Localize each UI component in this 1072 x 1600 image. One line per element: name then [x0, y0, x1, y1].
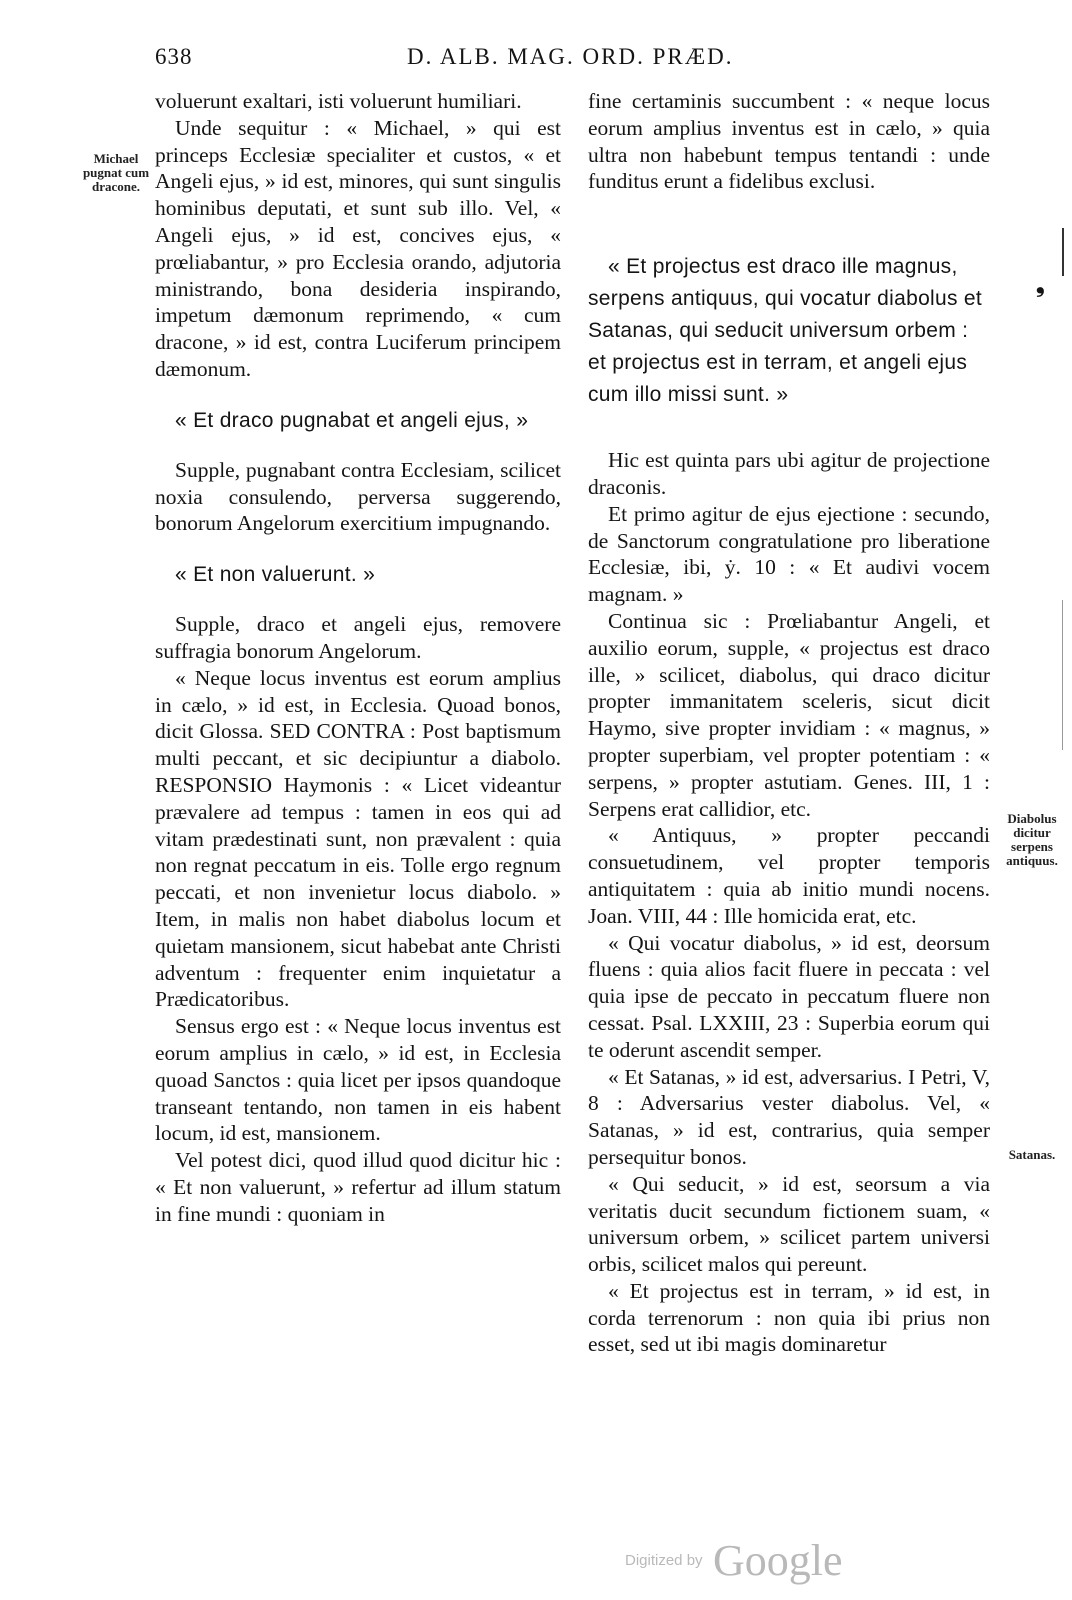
margin-note-diabolus: Diabolus dicitur serpens antiquus. — [1006, 811, 1058, 868]
right-paragraph-4: Continua sic : Prœliabantur Angeli, et auxilio eorum, supple, « projectus est draco ille, » scilicet, diabolus, qui draco dicitur propter immanitatem sceleris, sicut dicit Haymo, sive propter invidiam : « magnus, » propter superbiam, vel propter potentiam : « serpens, » propter astutiam. Genes. III, 1 : Serpens erat callidior, etc. — [588, 608, 990, 821]
left-paragraph-6: Sensus ergo est : « Neque locus inventus est eorum amplius in cælo, » id est, in Ecclesia quoad Sanctos : quia licet per ipsos quandoque transeant tentando, non tamen in eis habent locum, id est, mansionem. — [155, 1014, 561, 1146]
right-paragraph-3: Et primo agitur de ejus ejectione : secundo, de Sanctorum congratulatione pro liberatione Ecclesiæ, ibi, ẏ. 10 : « Et audivi vocem magnam. » — [588, 501, 990, 607]
right-paragraph-5: « Antiquus, » propter peccandi consuetudinem, vel propter temporis antiquitatem : quia ab initio mundi nocens. Joan. VIII, 44 : Ille homicida erat, etc. — [588, 823, 990, 928]
left-column — [155, 88, 561, 1227]
page-header — [155, 44, 970, 74]
left-paragraph-3: Supple, pugnabant contra Ecclesiam, scilicet noxia consulendo, perversa suggerendo, bonorum Angelorum exercitium impugnando. — [155, 457, 561, 536]
right-column — [588, 88, 990, 1358]
page-edge-line-lower — [1062, 600, 1063, 750]
right-paragraph-9: « Et projectus est in terram, » id est, in corda terrenorum : non quia ibi prius non esset, sed ut ibi magis dominaretur — [588, 1278, 990, 1357]
page-number: 638 — [155, 44, 193, 69]
margin-note-michael: Michael pugnat cum dracone. — [82, 151, 150, 194]
margin-note-satanas: Satanas. — [1008, 1147, 1056, 1162]
left-paragraph-1: voluerunt exaltari, isti voluerunt humiliari. — [155, 89, 522, 113]
left-paragraph-7: Vel potest dici, quod illud quod dicitur hic : « Et non valuerunt, » refertur ad illum statum in fine mundi : quoniam in — [155, 1148, 561, 1226]
right-paragraph-8: « Qui seducit, » id est, seorsum a via veritatis ducit secundum fictionem suam, « universum orbem, » scilicet partem universi orbis, scilicet malos qui pereunt. — [588, 1171, 990, 1277]
page-edge-line — [1062, 228, 1064, 276]
left-paragraph-2: Unde sequitur : « Michael, » qui est princeps Ecclesiæ specialiter et custos, « et Angeli ejus, » id est, minores, qui sunt singulis hominibus deputati, et sunt sub illo. Vel, « Angeli ejus, » id est, concives ejus, « prœliabantur, » pro Ecclesia orando, adjutoria ministrando, bona desideria inspirando, impetum dæmonum reprimendo, « cum dracone, » id est, contra Luciferum principem dæmonum. — [155, 115, 561, 381]
right-lemma: « Et projectus est draco ille magnus, serpens antiquus, qui vocatur diabolus et Satanas, qui seducit universum orbem : et projectus est in terram, et angeli ejus cum illo missi sunt. » — [588, 255, 983, 407]
left-lemma-2: « Et non valuerunt. » — [175, 563, 376, 587]
left-paragraph-4: Supple, draco et angeli ejus, removere suffragia bonorum Angelorum. — [155, 612, 561, 663]
right-paragraph-1: fine certaminis succumbent : « neque locus eorum amplius inventus est in cælo, » quia ultra non habebunt tempus tentandi : unde funditus erunt a fidelibus exclusi. — [588, 89, 990, 194]
right-paragraph-7: « Et Satanas, » id est, adversarius. I Petri, V, 8 : Adversarius vester diabolus. Vel, « Satanas, » id est, contrarius, quia semper persequitur bonos. — [588, 1064, 990, 1169]
left-paragraph-5: « Neque locus inventus est eorum amplius in cælo, » id est, in Ecclesia. Quoad bonos, dicit Glossa. SED CONTRA : Post baptismum multi peccant, et sic decipiuntur a diabolo. RESPONSIO Haymonis : « Licet videantur prævalere ad tempus : tamen in eos qui ad vitam prædestinati sunt, non prævalent : quia non regnat peccatum in eis. Tolle ergo regnum peccati, et non invenietur locus diabolo. » Item, in malis non habet diabolus locum et quietam mansionem, sicut habebat ante Christi adventum : frequenter enim inquietatur a Prædicatoribus. — [155, 665, 561, 1012]
running-title: D. ALB. MAG. ORD. PRÆD. — [407, 44, 734, 69]
right-paragraph-6: « Qui vocatur diabolus, » id est, deorsum fluens : quia alios facit fluere in peccata : vel quia ipse de peccato in peccatum fluere non cessat. Psal. LXXIII, 23 : Superbia eorum qui te oderunt ascendit semper. — [588, 930, 990, 1062]
left-lemma-1: « Et draco pugnabat et angeli ejus, » — [175, 408, 529, 432]
watermark-prefix: Digitized by — [625, 1552, 703, 1569]
google-logo: Google — [713, 1536, 843, 1585]
right-paragraph-2: Hic est quinta pars ubi agitur de projectione draconis. — [588, 448, 990, 499]
verse-mark: ❟ — [1036, 272, 1045, 297]
digitized-watermark — [625, 1535, 843, 1586]
